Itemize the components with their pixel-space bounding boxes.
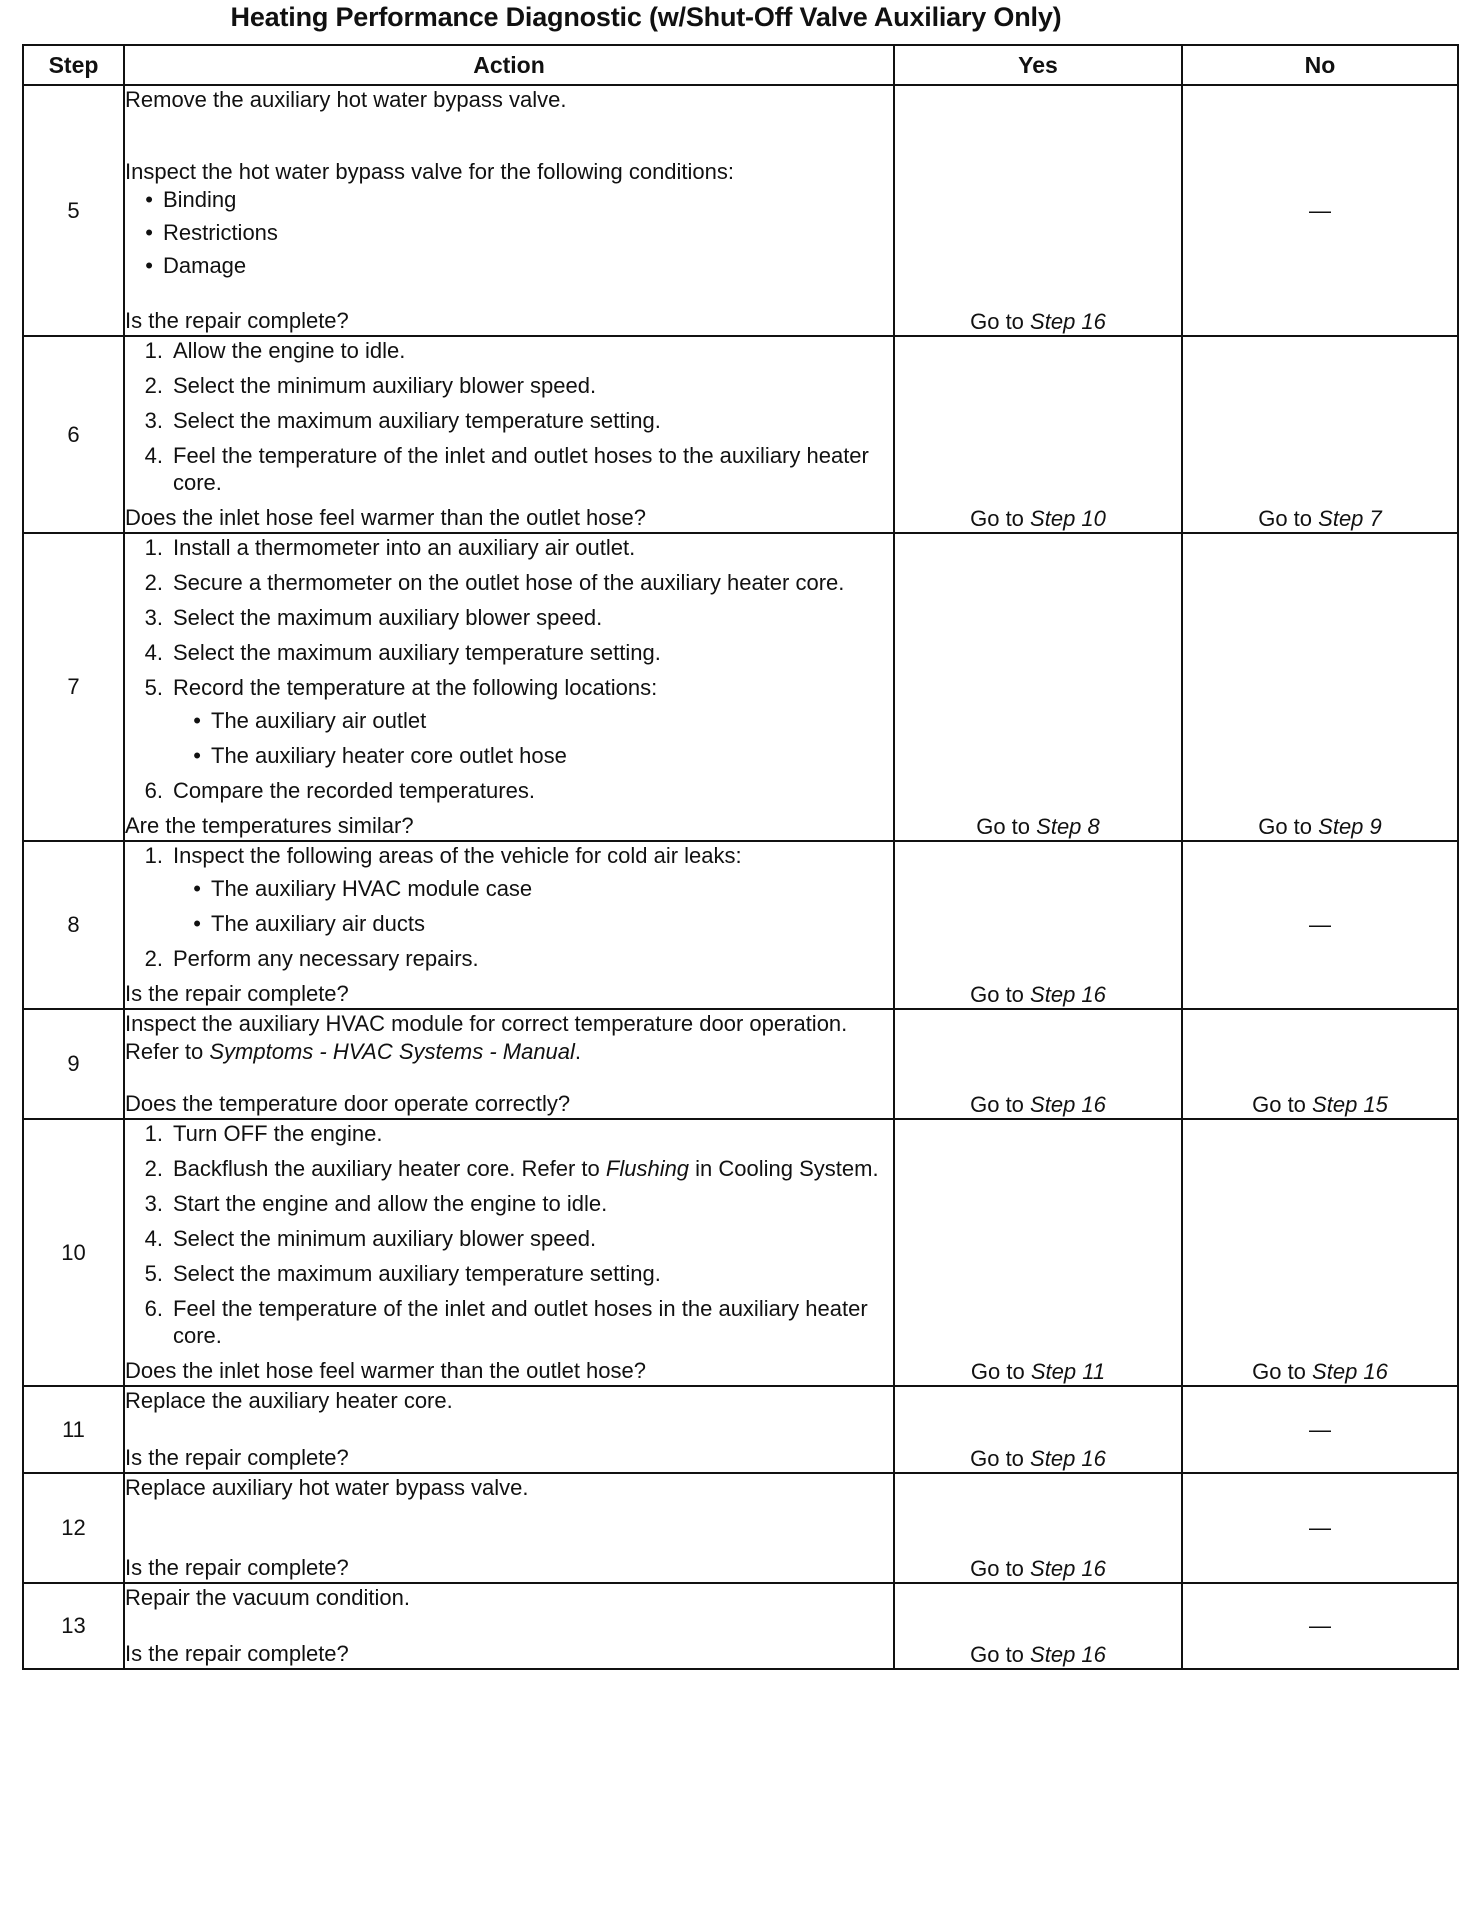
table-row [23, 841, 1458, 1009]
yes-cell [894, 1119, 1182, 1386]
no-cell: — [1182, 1583, 1458, 1669]
goto-label: Go to [1252, 1092, 1306, 1117]
list-item-text: Select the maximum auxiliary temperature setting. [173, 1261, 661, 1286]
action-cell [124, 841, 894, 1009]
list-number: 6. [144, 1296, 163, 1321]
goto-step-link: Step 7 [1318, 506, 1382, 531]
table-row [23, 1009, 1458, 1119]
goto-step-link: Step 9 [1318, 814, 1382, 839]
step-number: 7 [23, 533, 124, 841]
list-number: 1. [144, 1121, 163, 1146]
list-item [125, 219, 893, 246]
step-number: 6 [23, 336, 124, 533]
table-row [23, 1473, 1458, 1583]
step-number: 9 [23, 1009, 124, 1119]
action-text: Replace auxiliary hot water bypass valve. [125, 1475, 529, 1500]
bullet-glyph: • [145, 187, 153, 212]
list-item [125, 604, 893, 631]
list-number: 3. [144, 1191, 163, 1216]
list-item-text: Select the maximum auxiliary temperature setting. [173, 640, 661, 665]
goto-step-link: Step 11 [1030, 1359, 1106, 1384]
no-cell: — [1182, 1473, 1458, 1583]
list-item-text: Select the minimum auxiliary blower speed. [173, 373, 597, 398]
header-no: No [1182, 45, 1458, 85]
list-number: 3. [144, 408, 163, 433]
list-item [125, 875, 893, 902]
list-item-text: Secure a thermometer on the outlet hose of the auxiliary heater core. [173, 570, 845, 595]
list-item [125, 777, 893, 804]
bullet-glyph: • [193, 708, 201, 733]
step-number: 8 [23, 841, 124, 1009]
list-item [125, 1225, 893, 1252]
list-item-text: The auxiliary air ducts [211, 911, 425, 936]
goto-step-link: Step 16 [1030, 309, 1106, 334]
list-number: 4. [144, 1226, 163, 1251]
action-cell [124, 1386, 894, 1473]
list-number: 1. [144, 338, 163, 363]
table-row [23, 336, 1458, 533]
numbered-list [125, 1120, 893, 1357]
no-cell [1182, 1009, 1458, 1119]
action-question: Is the repair complete? [125, 1641, 349, 1666]
page-title: Heating Performance Diagnostic (w/Shut-Off Valve Auxiliary Only) [230, 2, 1062, 32]
list-item-text: Turn OFF the engine. [173, 1121, 383, 1146]
list-item-text: Record the temperature at the following locations: [173, 675, 658, 700]
list-item [125, 1155, 893, 1182]
action-question: Is the repair complete? [125, 308, 349, 333]
list-item [125, 534, 893, 561]
step-number: 5 [23, 85, 124, 336]
numbered-list [125, 337, 893, 504]
action-cell [124, 1009, 894, 1119]
list-item [125, 842, 893, 945]
action-question: Are the temperatures similar? [125, 813, 414, 838]
goto-label: Go to [976, 814, 1031, 839]
list-number: 4. [144, 640, 163, 665]
list-item [125, 186, 893, 213]
goto-label: Go to [970, 309, 1024, 334]
goto-label: Go to [970, 1359, 1025, 1384]
action-text-part: Inspect the auxiliary HVAC module for correct temperature door operation. Refer to [125, 1011, 848, 1064]
step-number: 10 [23, 1119, 124, 1386]
numbered-list [125, 534, 893, 812]
action-text: Replace the auxiliary heater core. [125, 1388, 453, 1413]
sub-bullet-list [125, 707, 893, 777]
list-item-text: Select the maximum auxiliary temperature setting. [173, 408, 661, 433]
list-item-text: The auxiliary air outlet [211, 708, 427, 733]
action-text-part: Backflush the auxiliary heater core. Refer to [173, 1156, 606, 1181]
header-step: Step [23, 45, 124, 85]
goto-step-link: Step 16 [1030, 1446, 1106, 1471]
list-item [125, 945, 893, 972]
action-cell [124, 1119, 894, 1386]
list-item-text: Start the engine and allow the engine to idle. [173, 1191, 608, 1216]
list-item [125, 674, 893, 777]
list-item-text: Install a thermometer into an auxiliary air outlet. [173, 535, 636, 560]
table-row [23, 1119, 1458, 1386]
bullet-glyph: • [145, 220, 153, 245]
list-number: 2. [144, 373, 163, 398]
list-number: 4. [144, 443, 163, 468]
table-row [23, 85, 1458, 336]
list-item-text [173, 1155, 893, 1182]
list-number: 1. [144, 843, 163, 868]
list-item [125, 639, 893, 666]
list-item [125, 1190, 893, 1217]
action-text: Inspect the hot water bypass valve for the following conditions: [125, 159, 735, 184]
action-question: Does the temperature door operate correctly? [125, 1091, 571, 1116]
list-item-text: Compare the recorded temperatures. [173, 778, 535, 803]
action-cell [124, 533, 894, 841]
action-cell [124, 1473, 894, 1583]
list-item-text: Select the minimum auxiliary blower speed. [173, 1226, 597, 1251]
action-question: Does the inlet hose feel warmer than the outlet hose? [125, 505, 646, 530]
list-item [125, 372, 893, 399]
goto-step-link: Step 8 [1036, 814, 1100, 839]
goto-step-link: Step 16 [1030, 1556, 1106, 1581]
goto-label: Go to [970, 982, 1024, 1007]
list-item-text: The auxiliary HVAC module case [211, 876, 533, 901]
action-question: Is the repair complete? [125, 1445, 349, 1470]
list-item [125, 1295, 893, 1349]
goto-step-link: Step 16 [1030, 1642, 1106, 1667]
list-item-text: Feel the temperature of the inlet and outlet hoses to the auxiliary heater core. [173, 443, 869, 495]
action-text-part: in Cooling System. [689, 1156, 879, 1181]
list-number: 3. [144, 605, 163, 630]
list-number: 2. [144, 946, 163, 971]
yes-cell [894, 1009, 1182, 1119]
action-text: Repair the vacuum condition. [125, 1585, 410, 1610]
yes-cell [894, 85, 1182, 336]
no-cell [1182, 336, 1458, 533]
yes-cell [894, 1583, 1182, 1669]
yes-cell [894, 841, 1182, 1009]
goto-step-link: Step 15 [1312, 1092, 1388, 1117]
yes-cell [894, 1473, 1182, 1583]
action-text [125, 1010, 893, 1066]
no-cell: — [1182, 841, 1458, 1009]
bullet-list [125, 186, 893, 285]
header-yes: Yes [894, 45, 1182, 85]
diagnostic-table [22, 44, 1459, 1670]
table-row [23, 1386, 1458, 1473]
list-item [125, 1260, 893, 1287]
list-item [125, 252, 893, 279]
list-item-text: Restrictions [163, 220, 278, 245]
header-action: Action [124, 45, 894, 85]
step-number: 11 [23, 1386, 124, 1473]
list-item [125, 910, 893, 937]
cross-reference-link[interactable]: Symptoms - HVAC Systems - Manual [209, 1039, 575, 1064]
action-cell [124, 336, 894, 533]
action-question: Is the repair complete? [125, 981, 349, 1006]
list-item [125, 742, 893, 769]
action-text: Remove the auxiliary hot water bypass valve. [125, 87, 567, 112]
list-item-text: Feel the temperature of the inlet and outlet hoses in the auxiliary heater core. [173, 1296, 868, 1348]
goto-label: Go to [970, 1642, 1024, 1667]
list-item-text: Perform any necessary repairs. [173, 946, 479, 971]
step-number: 13 [23, 1583, 124, 1669]
goto-label: Go to [1258, 506, 1313, 531]
goto-label: Go to [970, 1556, 1024, 1581]
action-cell [124, 1583, 894, 1669]
list-number: 5. [144, 1261, 163, 1286]
sub-bullet-list [125, 875, 893, 945]
list-number: 1. [144, 535, 163, 560]
goto-label: Go to [970, 1092, 1024, 1117]
list-item [125, 337, 893, 364]
list-item-text: Binding [163, 187, 237, 212]
numbered-list [125, 842, 893, 980]
list-number: 6. [144, 778, 163, 803]
list-item-text: Inspect the following areas of the vehicle for cold air leaks: [173, 843, 742, 868]
no-cell [1182, 533, 1458, 841]
action-question: Is the repair complete? [125, 1555, 349, 1580]
list-item [125, 442, 893, 496]
table-row [23, 1583, 1458, 1669]
table-row [23, 533, 1458, 841]
list-item [125, 407, 893, 434]
bullet-glyph: • [193, 911, 201, 936]
list-item-text: The auxiliary heater core outlet hose [211, 743, 567, 768]
list-item-text: Damage [163, 253, 247, 278]
bullet-glyph: • [145, 253, 153, 278]
yes-cell [894, 1386, 1182, 1473]
bullet-glyph: • [193, 743, 201, 768]
list-item-text: Allow the engine to idle. [173, 338, 406, 363]
bullet-glyph: • [193, 876, 201, 901]
goto-step-link: Step 10 [1030, 506, 1106, 531]
yes-cell [894, 533, 1182, 841]
list-item [125, 707, 893, 734]
step-number: 12 [23, 1473, 124, 1583]
goto-step-link: Step 16 [1030, 982, 1106, 1007]
action-cell [124, 85, 894, 336]
no-cell [1182, 1119, 1458, 1386]
no-cell: — [1182, 1386, 1458, 1473]
goto-label: Go to [1258, 814, 1313, 839]
list-item [125, 1120, 893, 1147]
yes-cell [894, 336, 1182, 533]
cross-reference-link[interactable]: Flushing [605, 1156, 690, 1181]
goto-label: Go to [970, 506, 1024, 531]
action-text-part: . [574, 1039, 582, 1064]
list-number: 5. [144, 675, 163, 700]
action-question: Does the inlet hose feel warmer than the outlet hose? [125, 1358, 646, 1383]
list-number: 2. [144, 1156, 163, 1181]
table-header-row [23, 45, 1458, 85]
goto-label: Go to [970, 1446, 1024, 1471]
goto-step-link: Step 16 [1312, 1359, 1388, 1384]
list-item [125, 569, 893, 596]
no-cell: — [1182, 85, 1458, 336]
goto-step-link: Step 16 [1030, 1092, 1106, 1117]
list-item-text: Select the maximum auxiliary blower speed. [173, 605, 603, 630]
goto-label: Go to [1252, 1359, 1306, 1384]
list-number: 2. [144, 570, 163, 595]
